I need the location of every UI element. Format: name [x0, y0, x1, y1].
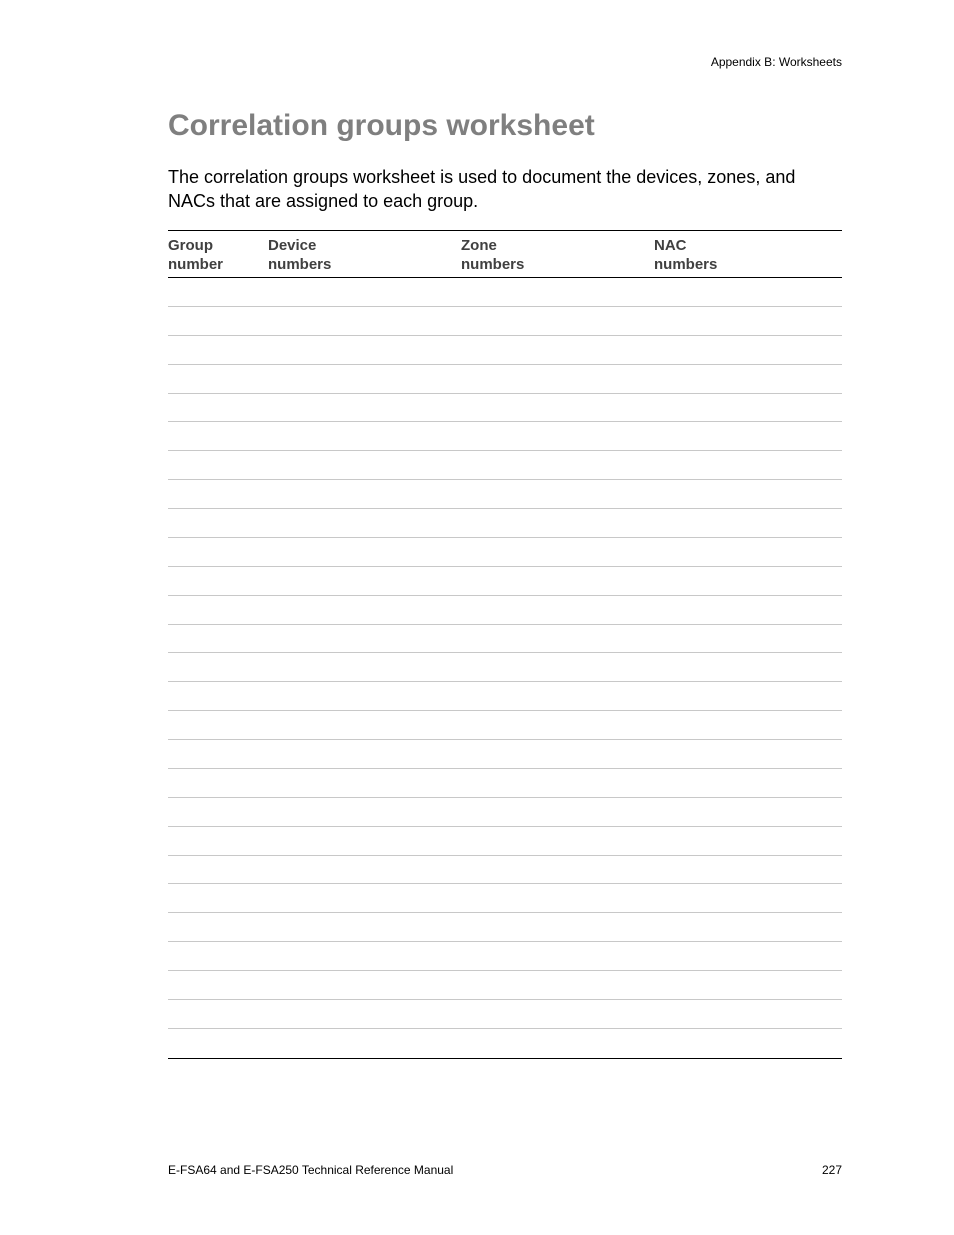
group-number-cell [168, 740, 268, 768]
group-number-cell [168, 422, 268, 450]
group-number-cell [168, 1000, 268, 1028]
nac-numbers-cell [654, 278, 842, 306]
nac-numbers-cell [654, 798, 842, 826]
device-numbers-cell [268, 596, 461, 624]
table-row [168, 480, 842, 509]
device-numbers-cell [268, 971, 461, 999]
device-numbers-cell [268, 365, 461, 393]
device-numbers-cell [268, 336, 461, 364]
nac-numbers-cell [654, 913, 842, 941]
device-numbers-cell [268, 884, 461, 912]
device-numbers-cell [268, 942, 461, 970]
zone-numbers-cell [461, 365, 654, 393]
table-row [168, 336, 842, 365]
table-header-row [168, 231, 842, 278]
zone-numbers-cell [461, 538, 654, 566]
group-number-cell [168, 711, 268, 739]
group-number-cell [168, 567, 268, 595]
table-row [168, 394, 842, 423]
device-numbers-cell [268, 307, 461, 335]
zone-numbers-cell [461, 480, 654, 508]
table-row [168, 307, 842, 336]
nac-numbers-cell [654, 856, 842, 884]
group-number-cell [168, 336, 268, 364]
group-number-cell [168, 394, 268, 422]
device-numbers-cell [268, 827, 461, 855]
table-row [168, 278, 842, 307]
device-numbers-cell [268, 682, 461, 710]
table-row [168, 884, 842, 913]
column-header-nac-numbers: NAC numbers [654, 237, 718, 273]
column-header-zone-numbers: Zone numbers [461, 237, 525, 273]
zone-numbers-cell [461, 307, 654, 335]
group-number-cell [168, 625, 268, 653]
device-numbers-cell [268, 769, 461, 797]
group-number-cell [168, 278, 268, 306]
nac-numbers-cell [654, 740, 842, 768]
device-numbers-cell [268, 1029, 461, 1058]
table-row [168, 451, 842, 480]
group-number-cell [168, 509, 268, 537]
device-numbers-cell [268, 451, 461, 479]
group-number-cell [168, 827, 268, 855]
zone-numbers-cell [461, 422, 654, 450]
zone-numbers-cell [461, 711, 654, 739]
footer-page-number: 227 [821, 1163, 842, 1177]
group-number-cell [168, 365, 268, 393]
device-numbers-cell [268, 394, 461, 422]
column-header-group-number: Group number [168, 237, 224, 273]
nac-numbers-cell [654, 509, 842, 537]
table-row [168, 1000, 842, 1029]
nac-numbers-cell [654, 538, 842, 566]
zone-numbers-cell [461, 769, 654, 797]
nac-numbers-cell [654, 769, 842, 797]
device-numbers-cell [268, 567, 461, 595]
nac-numbers-cell [654, 422, 842, 450]
zone-numbers-cell [461, 884, 654, 912]
group-number-cell [168, 971, 268, 999]
table-row [168, 798, 842, 827]
zone-numbers-cell [461, 653, 654, 681]
zone-numbers-cell [461, 856, 654, 884]
group-number-cell [168, 1029, 268, 1058]
group-number-cell [168, 682, 268, 710]
zone-numbers-cell [461, 798, 654, 826]
nac-numbers-cell [654, 480, 842, 508]
group-number-cell [168, 596, 268, 624]
nac-numbers-cell [654, 567, 842, 595]
table-row [168, 365, 842, 394]
correlation-groups-table [168, 230, 842, 1059]
nac-numbers-cell [654, 971, 842, 999]
device-numbers-cell [268, 422, 461, 450]
table-row [168, 942, 842, 971]
table-row [168, 422, 842, 451]
table-row [168, 509, 842, 538]
group-number-cell [168, 856, 268, 884]
nac-numbers-cell [654, 942, 842, 970]
zone-numbers-cell [461, 336, 654, 364]
zone-numbers-cell [461, 827, 654, 855]
table-row [168, 538, 842, 567]
nac-numbers-cell [654, 653, 842, 681]
table-row [168, 711, 842, 740]
intro-paragraph: The correlation groups worksheet is used to document the devices, zones, and NACs that are assigned to each group. [168, 167, 796, 211]
device-numbers-cell [268, 480, 461, 508]
nac-numbers-cell [654, 711, 842, 739]
table-row [168, 827, 842, 856]
zone-numbers-cell [461, 740, 654, 768]
zone-numbers-cell [461, 509, 654, 537]
zone-numbers-cell [461, 971, 654, 999]
nac-numbers-cell [654, 336, 842, 364]
table-row [168, 653, 842, 682]
zone-numbers-cell [461, 451, 654, 479]
device-numbers-cell [268, 711, 461, 739]
nac-numbers-cell [654, 394, 842, 422]
device-numbers-cell [268, 625, 461, 653]
table-row [168, 567, 842, 596]
nac-numbers-cell [654, 1000, 842, 1028]
nac-numbers-cell [654, 1029, 842, 1058]
table-row [168, 625, 842, 654]
zone-numbers-cell [461, 278, 654, 306]
table-row [168, 856, 842, 885]
zone-numbers-cell [461, 394, 654, 422]
zone-numbers-cell [461, 682, 654, 710]
table-row [168, 740, 842, 769]
zone-numbers-cell [461, 596, 654, 624]
column-header-device-numbers: Device numbers [268, 237, 332, 273]
group-number-cell [168, 538, 268, 566]
nac-numbers-cell [654, 365, 842, 393]
device-numbers-cell [268, 278, 461, 306]
device-numbers-cell [268, 913, 461, 941]
group-number-cell [168, 913, 268, 941]
table-row [168, 913, 842, 942]
nac-numbers-cell [654, 682, 842, 710]
table-row [168, 1029, 842, 1058]
group-number-cell [168, 884, 268, 912]
table-row [168, 682, 842, 711]
table-row [168, 596, 842, 625]
group-number-cell [168, 769, 268, 797]
nac-numbers-cell [654, 307, 842, 335]
zone-numbers-cell [461, 567, 654, 595]
device-numbers-cell [268, 740, 461, 768]
group-number-cell [168, 451, 268, 479]
group-number-cell [168, 307, 268, 335]
device-numbers-cell [268, 538, 461, 566]
device-numbers-cell [268, 798, 461, 826]
footer-manual-title: E-FSA64 and E-FSA250 Technical Reference Manual [168, 1163, 454, 1177]
nac-numbers-cell [654, 596, 842, 624]
table-row [168, 769, 842, 798]
zone-numbers-cell [461, 913, 654, 941]
zone-numbers-cell [461, 1000, 654, 1028]
table-body [168, 278, 842, 1058]
nac-numbers-cell [654, 625, 842, 653]
nac-numbers-cell [654, 451, 842, 479]
group-number-cell [168, 942, 268, 970]
group-number-cell [168, 480, 268, 508]
zone-numbers-cell [461, 625, 654, 653]
table-row [168, 971, 842, 1000]
page-title: Correlation groups worksheet [168, 109, 595, 142]
device-numbers-cell [268, 1000, 461, 1028]
zone-numbers-cell [461, 942, 654, 970]
device-numbers-cell [268, 509, 461, 537]
group-number-cell [168, 653, 268, 681]
nac-numbers-cell [654, 884, 842, 912]
device-numbers-cell [268, 856, 461, 884]
running-header: Appendix B: Worksheets [710, 55, 842, 69]
device-numbers-cell [268, 653, 461, 681]
zone-numbers-cell [461, 1029, 654, 1058]
nac-numbers-cell [654, 827, 842, 855]
group-number-cell [168, 798, 268, 826]
